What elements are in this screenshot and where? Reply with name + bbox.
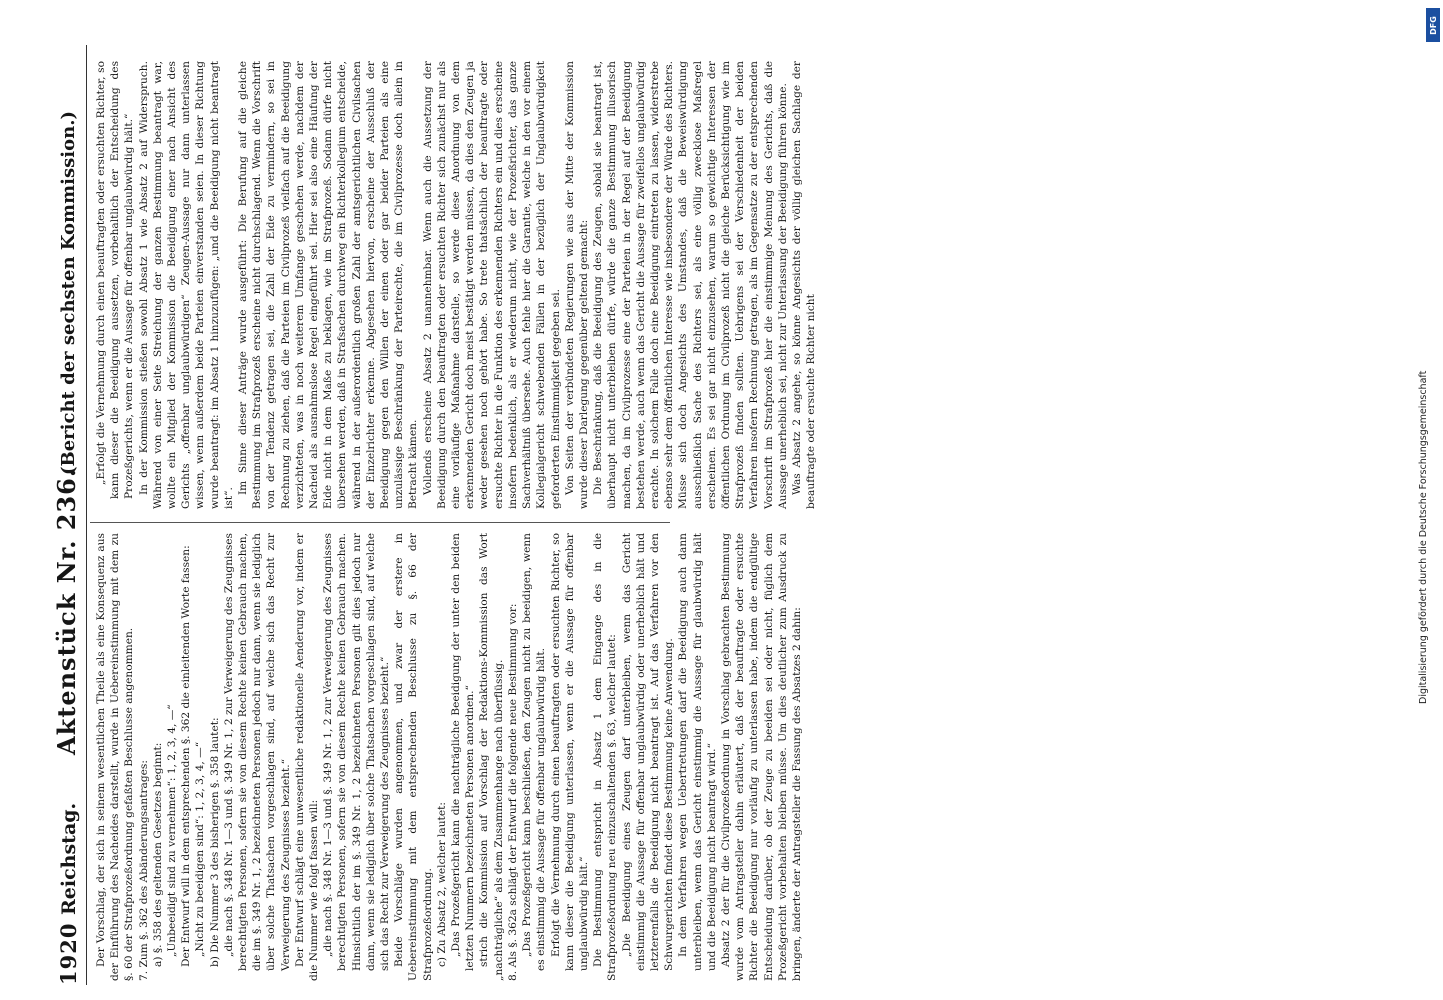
paragraph: Vollends erscheine Absatz 2 unannehmbar. Wenn auch die Aussetzung der Beeidigung durch den beauftragten oder ersuchten Richter sich zunächst nur als eine vorläufige Maßnahme darstelle, so werde diese Anordnung von dem erkennenden Gericht doch meist bestätigt werden müssen, da dies den Zeugen ja weder gesehen noch gehört habe. So trete thatsächlich der beauftragte oder ersuchte Richter in die Funktion des erkennenden Richters ein und dies erscheine insofern bedenklich, als er wiederum nicht, wie der Prozeßrichter, das ganze Sachverhältniß übersehe. Auch fehle hier die Garantie, welche in den vor einem Kollegialgericht schwebenden Fällen in der bezüglich der Unglaubwürdigkeit geforderten Einstimmigkeit gegeben sei. [421, 61, 562, 509]
paragraph: Beide Vorschläge wurden angenommen, und zwar der erstere in Uebereinstimmung mit dem entsprechenden Beschlusse zu §. 66 der Strafprozeßordnung. [393, 533, 434, 981]
paragraph: In der Kommission stießen sowohl Absatz 1 wie Absatz 2 auf Widerspruch. Während von einer Seite Streichung der ganzen Bestimmung beantragt war, wollte ein Mitglied der Kommission die Beeidigung einer nach Ansicht des Gerichts „offenbar unglaubwürdigen“ Zeugen-Aussage nur dann unterlassen wissen, wenn außerdem beide Parteien einverstanden seien. In dieser Richtung wurde beantragt: im Absatz 1 hinzuzufügen: „und die Beeidigung nicht beantragt ist“. [137, 61, 235, 509]
paragraph: „Das Prozeßgericht kann beschließen, den Zeugen nicht zu beeidigen, wenn es einstimmig die Aussage für offenbar unglaubwürdig hält. [521, 533, 548, 971]
paragraph: Die Bestimmung entspricht in Absatz 1 dem Eingange des in die Strafprozeßordnung neu einzuschaltenden §. 63, welcher lautet: [592, 533, 619, 981]
paragraph: „Die Beeidigung eines Zeugen darf unterbleiben, wenn das Gericht einstimmig die Aussage für offenbar unglaubwürdig oder unerheblich hält und letzterenfalls die Beeidigung nicht beantragt ist. Auf das Verfahren vor den Schwurgerichten findet diese Bestimmung keine Anwendung. [620, 533, 676, 971]
paragraph: 8. Als §. 362a schlägt der Entwurf die folgende neue Bestimmung vor: [506, 603, 519, 981]
paragraph: Von Seiten der verbündeten Regierungen wie aus der Mitte der Kommission wurde dieser Darlegung gegenüber geltend gemacht: [563, 61, 590, 509]
running-title-left: Reichstag. [58, 802, 80, 915]
paragraph: „Unbeeidigt sind zu vernehmen“: 1, 2, 3, 4, —“ [166, 704, 179, 957]
header-rule [86, 45, 87, 985]
paragraph: „Nicht zu beeidigen sind“: 1, 2, 3, 4, —“ [194, 741, 207, 957]
paragraph: strich die Kommission auf Vorschlag der Redaktions-Kommission das Wort „nachträgliche“ als dem Zusammenhange nach überflüssig. [478, 533, 505, 981]
digitization-credit: Digitalisierung gefördert durch die Deutsche Forschungsgemeinschaft [1418, 370, 1429, 704]
paragraph: Die Beschränkung, daß die Beeidigung des Zeugen, sobald sie beantragt ist, überhaupt nicht unterbleiben dürfe, würde die ganze Bestimmung illusorisch machen, da im Civilprozesse eine der Parteien in der Regel auf der Beeidigung bestehen werde, auch wenn das Gericht die Aussage für zweifellos unglaubwürdig erachte. In solchem Falle doch eine Beeidigung eintreten zu lassen, widerstrebe ebenso sehr dem öffentlichen Interesse wie insbesondere der Würde des Richters. Müsse sich doch Angesichts des Umstandes, daß die Beweiswürdigung ausschließlich Sache des Richters sei, als eine völlig zwecklose Maßregel erscheinen. Es sei gar nicht einzusehen, warum so gewichtige Interessen der öffentlichen Ordnung im Civilprozeß nicht die gleiche Berücksichtigung wie im Strafprozeß finden sollten. Uebrigens sei der Verschiedenheit der beiden Verfahren insofern Rechnung getragen, als im Gegensatze zu der entsprechenden Vorschrift im Strafprozeß hier die einstimmige Meinung des Gerichts, daß die Aussage unerheblich sei, nicht zur Unterlassung der Beeidigung führen könne. [592, 61, 789, 509]
paragraph: In dem Verfahren wegen Uebertretungen darf die Beeidigung auch dann unterbleiben, wenn das Gericht einstimmig die Aussage für glaubwürdig hält und die Beeidigung nicht beantragt wird.“ [677, 533, 718, 971]
paragraph: Der Entwurf schlägt eine unwesentliche redaktionelle Aenderung vor, indem er die Nummer wie folgt fassen will: [293, 533, 321, 981]
document-number: Aktenstück Nr. 236. [52, 467, 81, 755]
paragraph: Was Absatz 2 angehe, so könne Angesichts der völlig gleichen Sachlage der beauftragte oder ersuchte Richter nicht [790, 61, 818, 509]
paragraph: Erfolgt die Vernehmung durch einen beauftragten oder ersuchten Richter, so kann dieser die Beeidigung unterlassen, wenn er die Aussage für offenbar unglaubwürdig hält.“ [549, 533, 590, 971]
rotated-document-page [50, 45, 818, 985]
paragraph: b) Die Nummer 3 des bisherigen §. 358 lautet: [208, 717, 221, 967]
running-title-right: (Bericht der sechsten Kommission.) [58, 111, 79, 475]
paragraph: „Erfolgt die Vernehmung durch einen beauftragten oder ersuchten Richter, so kann dieser die Beeidigung aussetzen, vorbehaltlich der Entscheidung des Prozeßgerichts, wenn er die Aussage für offenbar unglaubwürdig hält.“ [95, 61, 136, 499]
paragraph: Absatz 2 der für die Civilprozeßordnung in Vorschlag gebrachten Bestimmung wurde vom Antragsteller dahin erläutert, daß der beauftragte oder ersuchte Richter die Beeidigung nur vorläufig zu unterlassen habe, indem die endgültige Entscheidung darüber, ob der Zeuge zu beeiden sei oder nicht, füglich dem Prozeßgericht vorbehalten bleiben müsse. Um dies deutlicher zum Ausdruck zu bringen, änderte der Antragsteller die Fassung des Absatzes 2 dahin: [719, 533, 803, 981]
paragraph: 7. Zum §. 362 des Abänderungsantrages: [137, 760, 150, 981]
page-header [50, 45, 84, 985]
paragraph: a) §. 358 des geltenden Gesetzes beginnt: [151, 742, 164, 967]
paragraph: Der Vorschlag, der sich in seinem wesentlichen Theile als eine Konsequenz aus der Einführung des Nacheides darstellt, wurde in Uebereinstimmung mit dem zu §. 60 der Strafprozeßordnung gefaßten Beschlusse angenommen. [95, 533, 136, 981]
paragraph: „Das Prozeßgericht kann die nachträgliche Beeidigung der unter den beiden letzten Nummern bezeichneten Personen anordnen.“ [450, 533, 477, 971]
paragraph: Der Entwurf will in dem entsprechenden §. 362 die einleitenden Worte fassen: [180, 545, 193, 967]
paragraph: „die nach §. 348 Nr. 1—3 und §. 349 Nr. 1, 2 zur Verweigerung des Zeugnisses berechtigten Personen, sofern sie von diesem Rechte keinen Gebrauch machen, die im §. 349 Nr. 1, 2 bezeichneten Personen jedoch nur dann, wenn sie lediglich über solche Thatsachen vorgeschlagen sind, auf welche sich das Recht zur Verweigerung des Zeugnisses bezieht.“ [222, 533, 292, 971]
paragraph: „die nach §. 348 Nr. 1—3 und §. 349 Nr. 1, 2 zur Verweigerung des Zeugnisses berechtigten Personen, sofern sie von diesem Rechte keinen Gebrauch machen. Hinsichtlich der im §. 349 Nr. 1, 2 bezeichneten Personen gilt dies jedoch nur dann, wenn sie lediglich über solche Thatsachen vorgeschlagen sind, auf welche sich das Recht zur Verweigerung des Zeugnisses bezieht.“ [322, 533, 392, 971]
right-column [94, 61, 818, 509]
page-number: 1920 [56, 922, 81, 985]
dfg-logo-icon: DFG [1426, 8, 1440, 42]
dfg-stamp [1425, 8, 1443, 188]
paragraph: c) Zu Absatz 2, welcher lautet: [435, 802, 448, 967]
left-column [94, 533, 803, 981]
column-divider [90, 522, 670, 523]
paragraph: Im Sinne dieser Anträge wurde ausgeführt: Die Berufung auf die gleiche Bestimmung im Strafprozeß erscheine nicht durchschlagend. Wenn die Vorschrift von der Tendenz getragen sei, die Zahl der Eide zu vermindern, so sei in Rechnung zu ziehen, daß die Parteien im Civilprozeß vielfach auf die Beeidigung verzichteten, was in noch weiterem Umfange geschehen werde, nachdem der Nacheid als ausnahmslose Regel eingeführt sei. Hier sei also eine Häufung der Eide nicht in dem Maße zu beklagen, wie im Strafprozeß. Sodann dürfe nicht übersehen werden, daß in Strafsachen durchweg ein Richterkollegium entscheide, während in der außerordentlich großen Zahl der amtsgerichtlichen Civilsachen der Einzelrichter erkenne. Abgesehen hiervon, erscheine der Ausschluß der Beeidigung gegen den Willen der einen oder gar beider Parteien als eine unzulässige Beschränkung der Parteirechte, die im Civilprozesse doch allein in Betracht kämen. [237, 61, 420, 509]
